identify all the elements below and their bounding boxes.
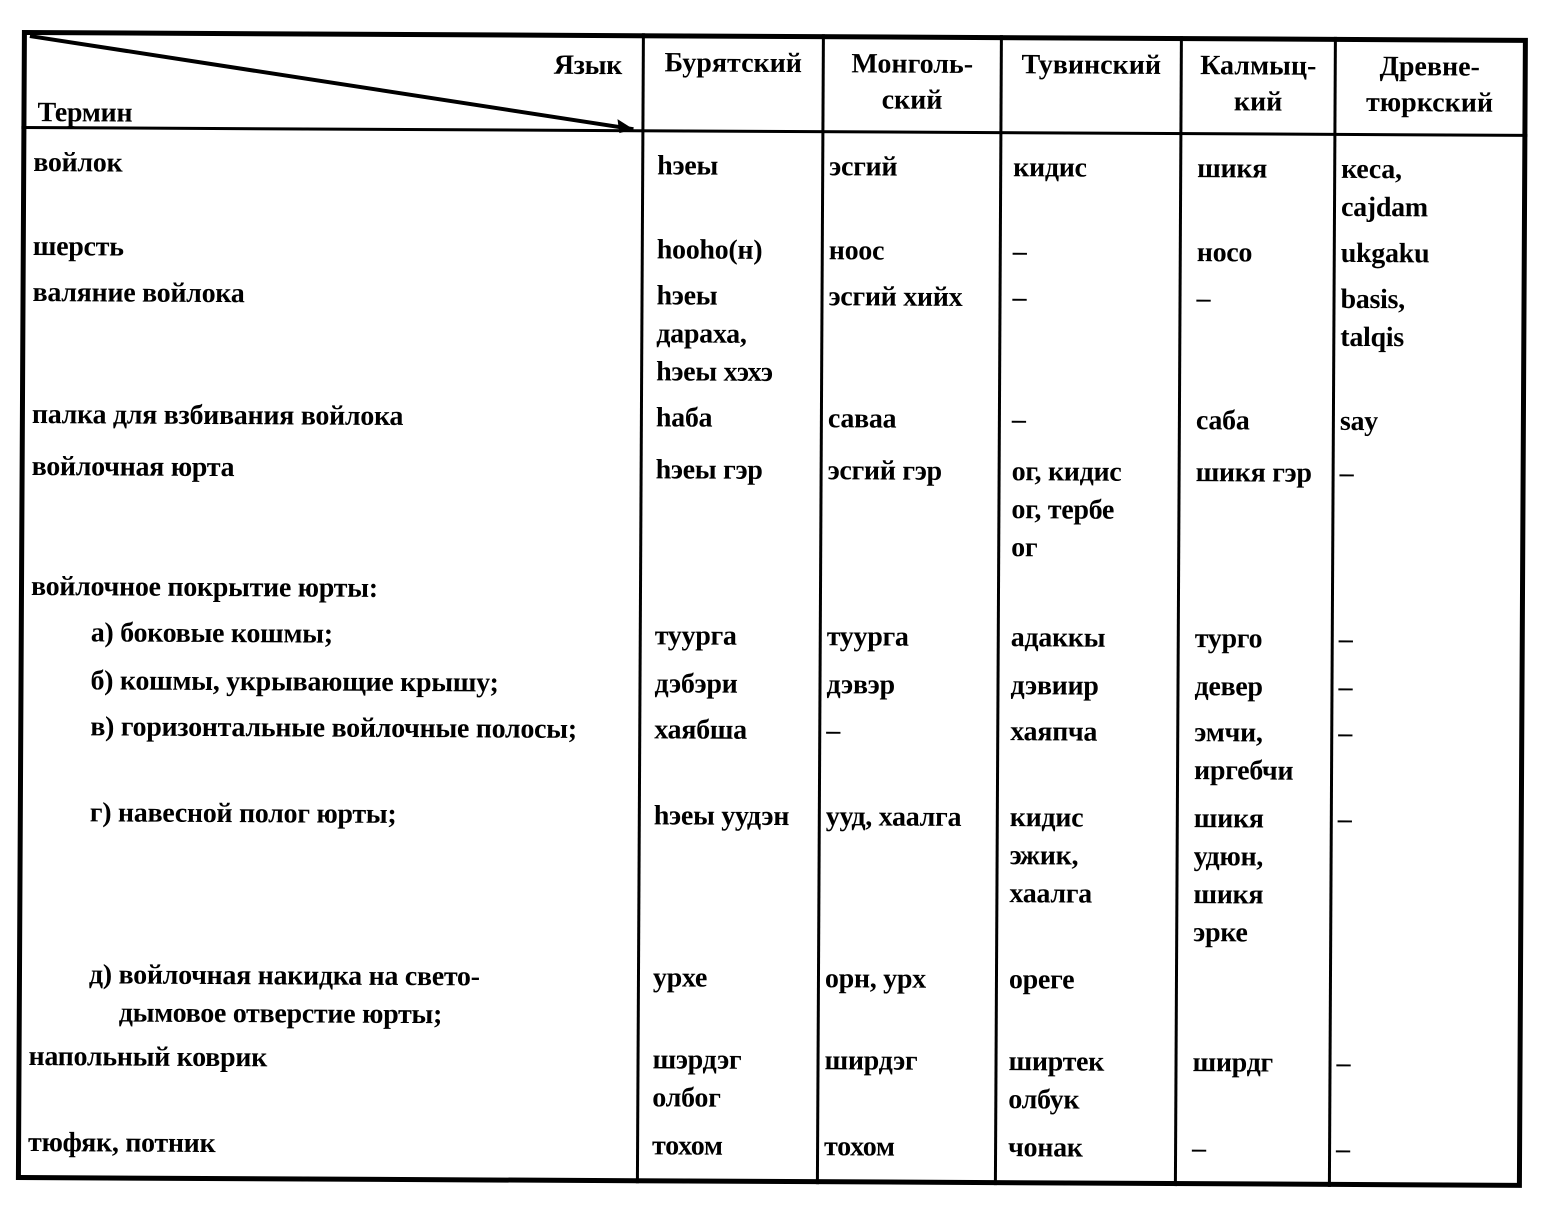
value-line: дэвэр (826, 669, 895, 701)
term-cell (32, 448, 235, 487)
value-cell (1338, 715, 1352, 753)
term-cell (90, 662, 498, 702)
value-cell (1009, 961, 1074, 999)
value-cell (1196, 280, 1210, 318)
value-line: ууд, хаалга (825, 801, 962, 833)
value-cell (1336, 1131, 1350, 1169)
value-cell (652, 1127, 723, 1165)
value-cell (824, 1042, 917, 1080)
value-line: hэеы уудэн (653, 800, 790, 833)
term-line: а) боковые кошмы; (90, 617, 333, 650)
value-cell (654, 711, 747, 749)
term-cell (32, 274, 244, 313)
value-line: тохом (824, 1131, 895, 1163)
value-cell (1340, 455, 1354, 493)
value-line: – (1338, 623, 1353, 655)
value-cell (826, 666, 894, 704)
term-line: войлочная юрта (31, 451, 235, 484)
value-line: – (1336, 1047, 1351, 1079)
value-line: шикя (1193, 803, 1264, 835)
value-line: удюн, (1193, 841, 1264, 873)
value-line: олбук (1008, 1084, 1080, 1116)
term-line: в) горизонтальные войлочные полосы; (90, 711, 577, 745)
value-cell (826, 712, 840, 750)
value-cell (829, 232, 885, 270)
value-line: basis, (1340, 283, 1405, 316)
value-line: hooho(н) (656, 234, 763, 266)
value-cell (1010, 667, 1098, 705)
value-line: – (1338, 671, 1353, 703)
term-line: б) кошмы, укрывающие крышу; (90, 665, 499, 699)
value-cell (1011, 453, 1121, 568)
term-line: дымовое отверстие юрты; (118, 997, 443, 1031)
value-line: урхе (652, 962, 708, 994)
term-cell (89, 956, 480, 1034)
term-line: д) войлочная накидка на свето- (88, 959, 480, 993)
value-cell (654, 797, 789, 836)
value-cell (1341, 235, 1430, 273)
value-line: кеса, (1341, 153, 1402, 186)
value-line: ширтек (1008, 1046, 1105, 1078)
value-line: носо (1196, 237, 1253, 269)
value-line: эмчи, (1194, 717, 1263, 749)
value-line: – (1338, 717, 1353, 749)
value-cell (1336, 1045, 1350, 1083)
value-line: саба (1195, 405, 1250, 437)
value-line: чонак (1008, 1132, 1083, 1164)
value-line: – (1012, 282, 1027, 314)
value-line: – (1192, 1133, 1206, 1165)
value-line: орн, урх (824, 963, 926, 995)
value-cell (656, 277, 773, 392)
value-cell (1340, 281, 1405, 357)
value-cell (656, 399, 713, 437)
value-line: ноос (828, 235, 885, 267)
value-cell (1196, 454, 1312, 493)
value-line: – (1012, 236, 1027, 268)
value-line: hэеы (656, 280, 718, 312)
header-kalmyk: Калмыц- кий (1200, 50, 1317, 118)
value-line: олбог (652, 1082, 721, 1114)
value-cell (1197, 150, 1267, 188)
header-mongolian: Монголь- ский (851, 48, 974, 116)
term-line: напольный коврик (28, 1041, 268, 1074)
term-cell (91, 614, 333, 653)
value-line: ог, кидис (1011, 456, 1122, 488)
value-line: хаалга (1009, 878, 1093, 910)
value-cell (827, 618, 909, 656)
value-line: эсгий (829, 151, 898, 183)
value-line: саваа (827, 403, 897, 435)
value-cell (1193, 800, 1264, 952)
value-cell (1195, 620, 1263, 658)
value-line: – (1011, 404, 1026, 436)
corner-label-language: Язык (553, 49, 623, 82)
term-line: войлок (33, 147, 123, 179)
value-line: ореге (1008, 964, 1075, 996)
value-line: тохом (652, 1130, 723, 1162)
value-cell (1341, 151, 1428, 227)
value-line: кидис (1013, 152, 1087, 184)
value-line: туурга (826, 621, 909, 653)
value-line: хаяпча (1010, 716, 1098, 748)
value-line: эсгий хийх (828, 281, 963, 313)
value-cell (1338, 669, 1352, 707)
value-cell (828, 278, 962, 317)
value-cell (1009, 799, 1092, 913)
value-cell (1196, 402, 1250, 440)
header-old-turkic: Древне- тюркский (1365, 51, 1494, 119)
value-cell (1013, 233, 1027, 271)
value-cell (1010, 713, 1097, 751)
value-cell (1197, 234, 1253, 272)
value-line: турго (1194, 623, 1263, 655)
value-line: – (826, 715, 841, 747)
term-line: войлочное покрытие юрты: (30, 571, 378, 604)
value-cell (1192, 1044, 1273, 1082)
value-cell (1339, 621, 1353, 659)
value-line: ukgaku (1340, 237, 1430, 270)
value-cell (1338, 801, 1352, 839)
term-cell (31, 568, 378, 608)
value-line: – (1196, 283, 1211, 315)
value-cell (1013, 149, 1087, 187)
value-line: ог, тербе (1011, 494, 1115, 526)
value-line: эжик, (1009, 840, 1079, 872)
value-cell (826, 798, 962, 837)
header-tuvan: Тувинский (1021, 49, 1162, 81)
value-line: ширдг (1192, 1047, 1273, 1079)
value-cell (1008, 1043, 1104, 1119)
term-cell (28, 1124, 215, 1163)
value-line: шикя (1193, 879, 1264, 911)
term-line: шерсть (32, 231, 124, 263)
value-cell (657, 231, 763, 270)
value-line: шикя (1197, 153, 1268, 185)
value-cell (654, 665, 737, 703)
value-cell (1194, 668, 1262, 706)
value-cell (829, 148, 897, 186)
value-cell (828, 400, 897, 438)
value-line: дэвиир (1010, 670, 1099, 702)
felt-terms-table (16, 16, 1534, 1192)
value-line: адаккы (1010, 622, 1106, 654)
term-line: палка для взбивания войлока (31, 399, 404, 433)
term-cell (28, 1038, 267, 1077)
term-cell (32, 396, 403, 436)
value-line: cajdam (1340, 191, 1428, 224)
value-line: say (1339, 405, 1378, 438)
header-buryat: Бурятский (664, 47, 803, 80)
value-line: hэеы (657, 150, 719, 182)
value-cell (1012, 279, 1026, 317)
value-line: ог (1011, 532, 1038, 564)
value-line: hэеы хэхэ (656, 356, 773, 388)
value-cell (828, 452, 942, 491)
term-line: г) навесной полог юрты; (89, 797, 397, 830)
value-line: hэеы гэр (655, 454, 763, 486)
value-line: эсгий гэр (827, 455, 942, 487)
value-line: иргебчи (1193, 755, 1294, 787)
value-line: – (1339, 457, 1354, 489)
value-line: – (1336, 1133, 1350, 1165)
value-line: – (1337, 803, 1352, 835)
value-cell (824, 1128, 895, 1166)
term-line: тюфяк, потник (28, 1127, 216, 1160)
value-line: туурга (654, 620, 737, 652)
value-line: hаба (655, 402, 713, 434)
value-line: хаябша (654, 714, 747, 746)
value-cell (1011, 619, 1106, 657)
value-cell (1194, 714, 1294, 791)
value-line: дараха, (656, 318, 747, 350)
value-line: шэрдэг (652, 1044, 742, 1076)
value-cell (825, 960, 926, 999)
value-cell (1012, 401, 1026, 439)
value-line: девер (1194, 671, 1263, 703)
value-line: ширдэг (824, 1045, 918, 1077)
value-cell (652, 1041, 741, 1117)
term-cell (33, 144, 122, 182)
value-cell (1192, 1130, 1206, 1168)
value-line: talqis (1340, 321, 1404, 354)
term-cell (90, 708, 577, 749)
value-cell (653, 959, 707, 997)
value-line: кидис (1009, 802, 1084, 834)
term-line: валяние войлока (32, 277, 245, 310)
value-cell (1340, 403, 1378, 441)
corner-label-term: Термин (37, 97, 133, 129)
value-cell (656, 451, 763, 490)
value-line: дэбэри (654, 668, 738, 700)
value-cell (1008, 1129, 1083, 1167)
value-cell (655, 617, 737, 655)
term-cell (33, 228, 124, 266)
value-line: шикя гэр (1195, 457, 1312, 489)
value-line: эрке (1193, 917, 1248, 949)
value-cell (657, 147, 718, 185)
term-cell (90, 794, 397, 834)
